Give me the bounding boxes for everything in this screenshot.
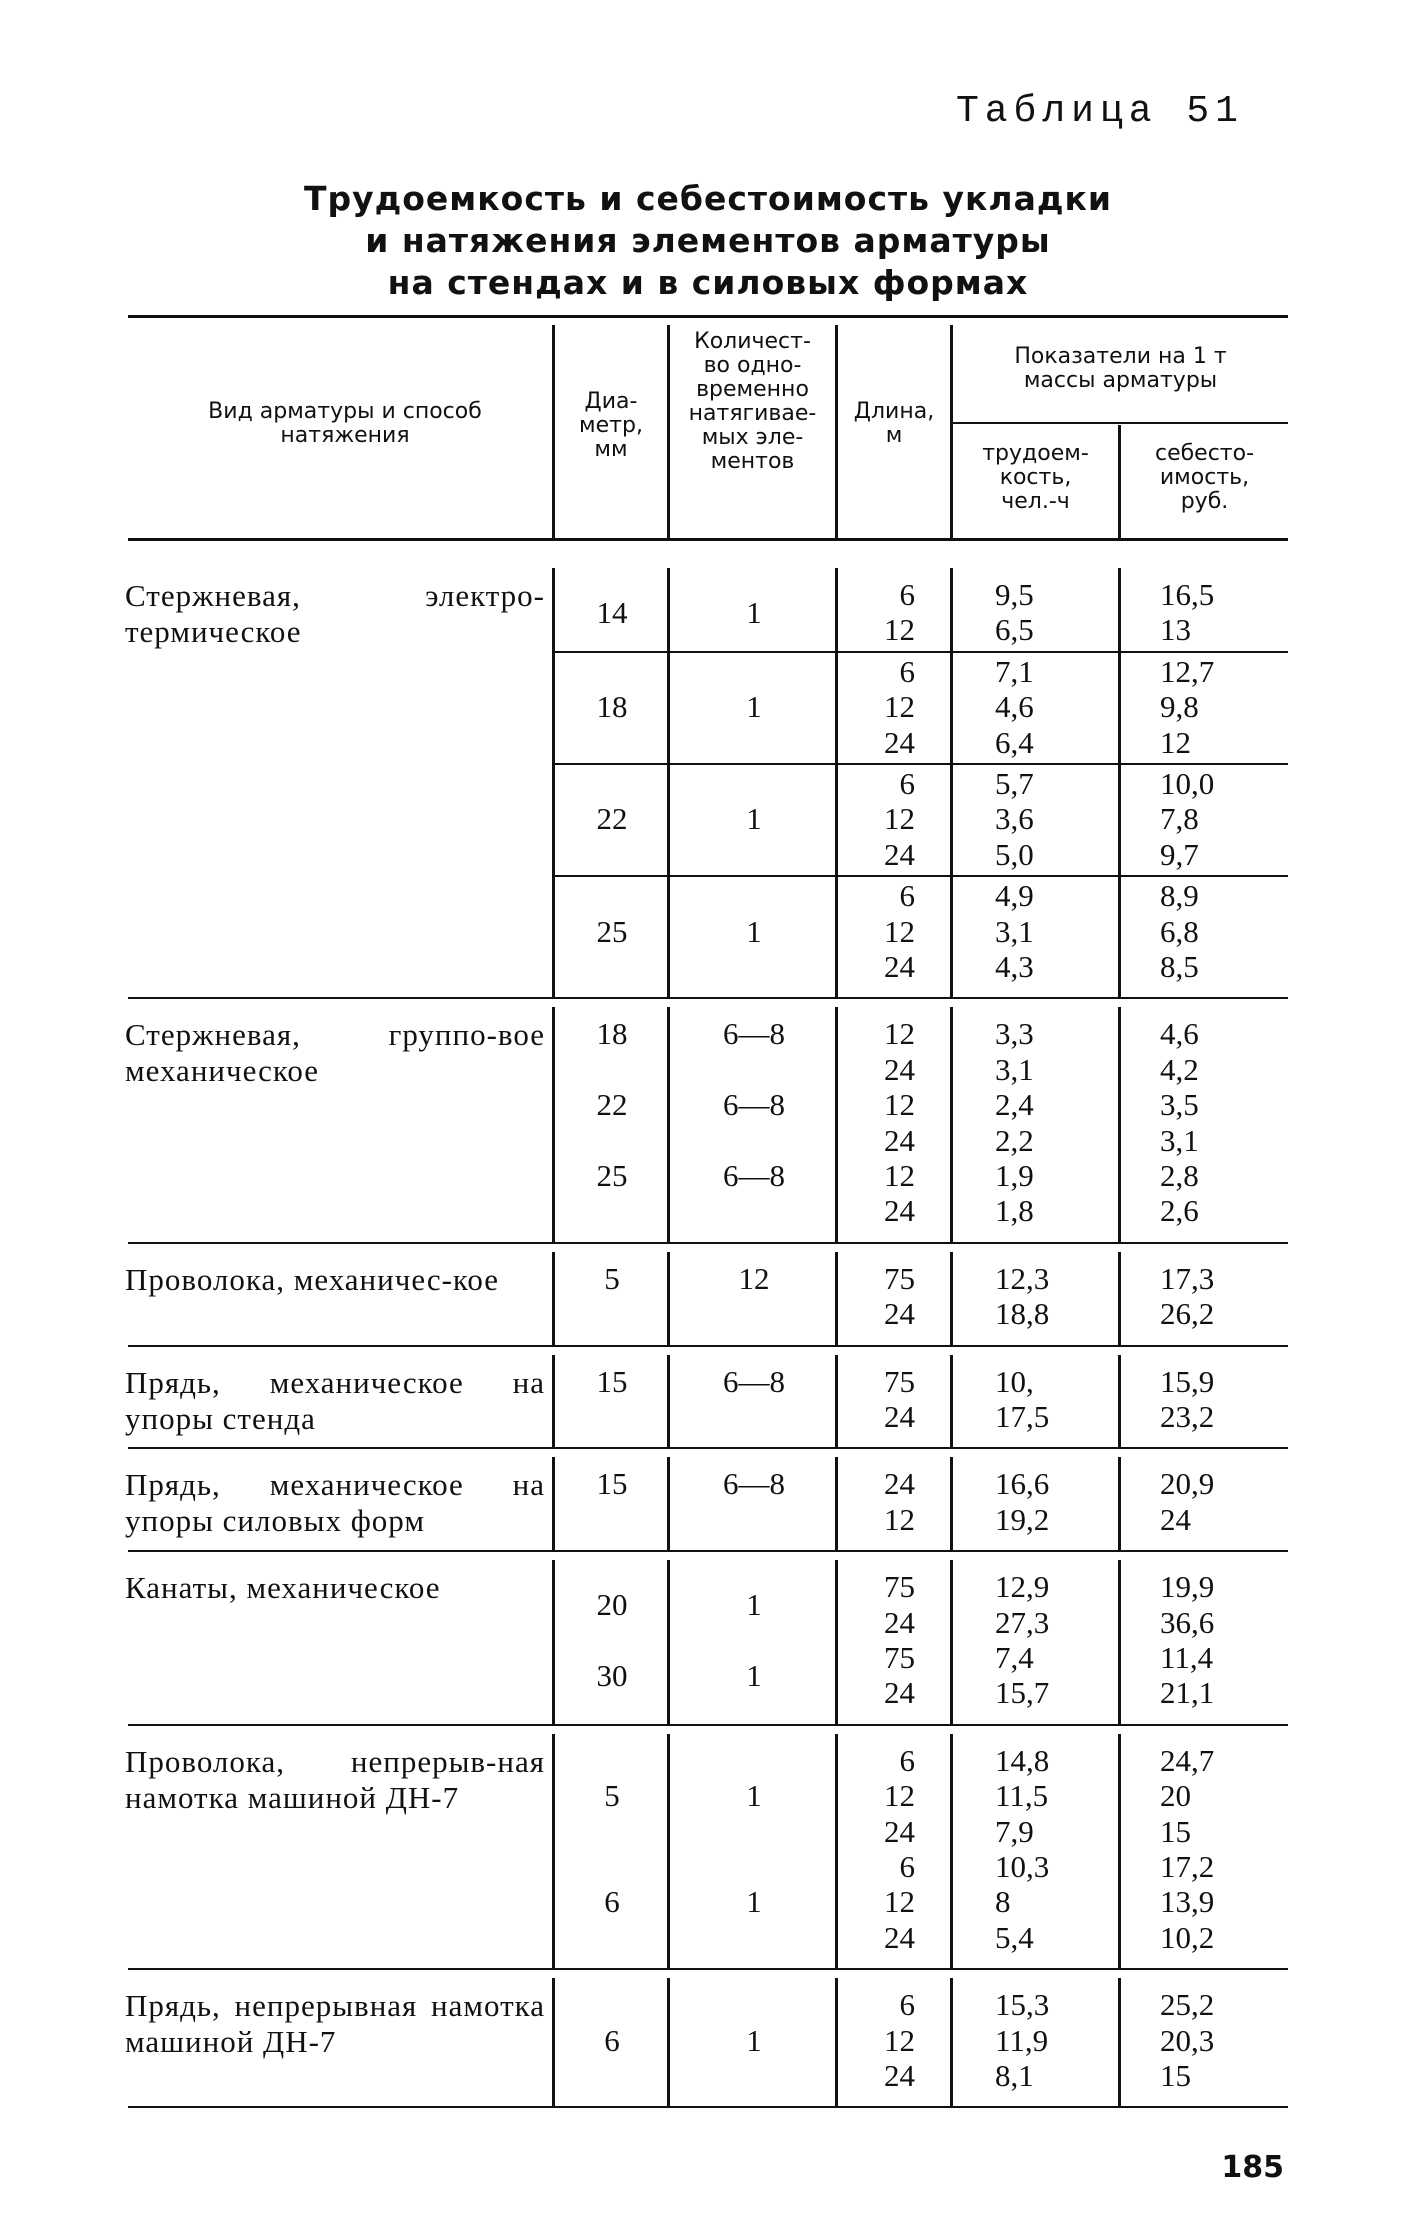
cost-value: 20 — [1160, 1778, 1191, 1814]
column-divider — [552, 1355, 555, 1448]
length-value: 12 — [884, 1016, 915, 1052]
length-value: 12 — [884, 1158, 915, 1193]
cost-value: 11,4 — [1160, 1640, 1214, 1675]
labor-value: 14,8 — [995, 1742, 1050, 1778]
cost-value: 12,7 — [1160, 653, 1215, 689]
length-value: 6 — [899, 1742, 915, 1778]
element-count-value: 6—8 — [723, 1363, 785, 1399]
diameter-value: 5 — [604, 1778, 620, 1814]
header-kind: Вид арматуры и способ натяжения — [208, 399, 482, 448]
column-divider — [667, 1734, 670, 1968]
diameter-value: 25 — [596, 1158, 628, 1193]
length-value: 12 — [884, 913, 915, 949]
length-value: 6 — [899, 766, 915, 801]
table-title — [0, 178, 1416, 304]
header-cost: себесто- имость, руб. — [1154, 441, 1255, 514]
cost-value: 3,5 — [1160, 1087, 1199, 1123]
length-value: 24 — [884, 1122, 915, 1158]
labor-value: 7,4 — [995, 1640, 1034, 1675]
column-divider — [667, 1560, 670, 1724]
row-category-label: Проволока, механичес-кое — [125, 1261, 500, 1297]
cost-value: 16,5 — [1160, 577, 1215, 612]
column-divider — [1118, 1560, 1121, 1724]
column-divider — [667, 1978, 670, 2106]
row-category-label: Канаты, механическое — [125, 1570, 441, 1606]
element-count-value: 6—8 — [723, 1016, 785, 1052]
labor-value: 15,3 — [995, 1987, 1050, 2023]
length-value: 24 — [884, 2058, 915, 2093]
length-value: 24 — [884, 1604, 915, 1640]
column-divider — [1118, 1734, 1121, 1968]
length-value: 24 — [884, 836, 915, 872]
column-divider — [552, 1978, 555, 2106]
cost-value: 8,5 — [1160, 949, 1199, 984]
column-divider — [950, 1560, 953, 1724]
labor-value: 3,1 — [995, 913, 1034, 949]
length-value: 75 — [884, 1363, 915, 1399]
labor-value: 19,2 — [995, 1501, 1050, 1537]
column-divider — [1118, 1457, 1121, 1550]
cost-value: 4,6 — [1160, 1016, 1199, 1052]
diameter-value: 15 — [596, 1363, 628, 1399]
cost-value: 4,2 — [1160, 1051, 1199, 1087]
cost-value: 9,8 — [1160, 689, 1199, 725]
labor-value: 7,9 — [995, 1813, 1034, 1849]
column-divider — [1118, 1355, 1121, 1448]
length-value: 6 — [899, 653, 915, 689]
cost-value: 26,2 — [1160, 1296, 1215, 1332]
element-count-value: 1 — [746, 594, 762, 630]
diameter-value: 6 — [604, 1884, 620, 1920]
column-divider — [835, 1007, 838, 1241]
column-divider — [950, 568, 953, 997]
header-count: Количест- во одно- временно натягивае- мых эле- ментов — [688, 329, 817, 474]
cost-value: 10,2 — [1160, 1919, 1215, 1955]
labor-value: 9,5 — [995, 577, 1034, 612]
column-divider — [835, 1457, 838, 1550]
row-category-label: Проволока, непрерыв-ная намотка машиной ДН-7 — [125, 1743, 545, 1815]
diameter-value: 18 — [596, 1016, 628, 1052]
header-length: Длина, м — [853, 399, 935, 448]
row-category-label: Стержневая, группо-вое механическое — [125, 1017, 545, 1089]
labor-value: 4,3 — [995, 949, 1034, 984]
labor-value: 8 — [995, 1884, 1011, 1920]
diameter-value: 20 — [596, 1586, 628, 1622]
column-divider — [552, 1007, 555, 1241]
cost-value: 17,3 — [1160, 1260, 1215, 1296]
column-divider — [667, 568, 670, 997]
labor-value: 11,9 — [995, 2022, 1049, 2058]
length-value: 75 — [884, 1640, 915, 1675]
labor-value: 3,6 — [995, 801, 1034, 837]
section-divider — [128, 2106, 1288, 2108]
labor-value: 4,6 — [995, 689, 1034, 725]
section-divider — [128, 997, 1288, 999]
column-divider — [1118, 1252, 1121, 1345]
cost-value: 23,2 — [1160, 1399, 1215, 1434]
column-divider — [950, 1007, 953, 1241]
section-divider — [128, 1550, 1288, 1552]
length-value: 75 — [884, 1260, 915, 1296]
section-divider — [128, 1724, 1288, 1726]
top-rule — [128, 315, 1288, 318]
element-count-value: 6—8 — [723, 1466, 785, 1502]
cost-value: 10,0 — [1160, 766, 1215, 801]
column-divider — [835, 568, 838, 997]
group-divider — [552, 763, 1288, 765]
element-count-value: 1 — [746, 1884, 762, 1920]
column-divider — [835, 1978, 838, 2106]
column-divider — [667, 1355, 670, 1448]
labor-value: 5,7 — [995, 766, 1034, 801]
labor-value: 7,1 — [995, 653, 1034, 689]
cost-value: 25,2 — [1160, 1987, 1215, 2023]
element-count-value: 1 — [746, 1778, 762, 1814]
column-divider — [950, 1457, 953, 1550]
element-count-value: 1 — [746, 689, 762, 725]
length-value: 24 — [884, 1919, 915, 1955]
header-indicators: Показатели на 1 т массы арматуры — [1014, 344, 1227, 393]
column-divider — [552, 1560, 555, 1724]
cost-value: 15 — [1160, 2058, 1191, 2093]
column-divider — [552, 1252, 555, 1345]
length-value: 24 — [884, 1675, 915, 1711]
length-value: 6 — [899, 1849, 915, 1884]
labor-value: 5,4 — [995, 1919, 1034, 1955]
column-divider — [667, 1252, 670, 1345]
diameter-value: 22 — [596, 801, 628, 837]
column-divider — [950, 1355, 953, 1448]
cost-value: 24,7 — [1160, 1742, 1215, 1778]
labor-value: 10,3 — [995, 1849, 1050, 1884]
element-count-value: 1 — [746, 913, 762, 949]
labor-value: 3,3 — [995, 1016, 1034, 1052]
column-divider — [552, 568, 555, 997]
labor-value: 11,5 — [995, 1778, 1049, 1814]
length-value: 6 — [899, 878, 915, 914]
element-count-value: 6—8 — [723, 1087, 785, 1123]
labor-value: 6,4 — [995, 724, 1034, 760]
title-line: и натяжения элементов арматуры — [365, 221, 1051, 260]
cost-value: 9,7 — [1160, 836, 1199, 872]
element-count-value: 1 — [746, 1586, 762, 1622]
title-line: на стендах и в силовых формах — [387, 263, 1029, 302]
length-value: 12 — [884, 612, 915, 648]
labor-value: 3,1 — [995, 1051, 1034, 1087]
cost-value: 19,9 — [1160, 1569, 1215, 1605]
diameter-value: 5 — [604, 1260, 620, 1296]
length-value: 12 — [884, 801, 915, 837]
group-divider — [552, 875, 1288, 877]
section-divider — [128, 1345, 1288, 1347]
section-divider — [128, 1242, 1288, 1244]
cost-value: 12 — [1160, 724, 1191, 760]
column-divider — [835, 1252, 838, 1345]
diameter-value: 22 — [596, 1087, 628, 1123]
cost-value: 20,9 — [1160, 1466, 1215, 1502]
table-number: Таблица 51 — [955, 90, 1244, 133]
row-category-label: Прядь, непрерывная намотка машиной ДН-7 — [125, 1988, 545, 2060]
column-divider — [1118, 1007, 1121, 1241]
column-divider — [835, 1734, 838, 1968]
column-divider — [835, 1355, 838, 1448]
diameter-value: 6 — [604, 2022, 620, 2058]
labor-value: 5,0 — [995, 836, 1034, 872]
group-divider — [552, 651, 1288, 653]
labor-value: 4,9 — [995, 878, 1034, 914]
element-count-value: 1 — [746, 1657, 762, 1693]
header-diameter: Диа- метр, мм — [579, 389, 643, 462]
labor-value: 10, — [995, 1363, 1034, 1399]
page-number: 185 — [1221, 2150, 1284, 2185]
length-value: 12 — [884, 1501, 915, 1537]
element-count-value: 1 — [746, 801, 762, 837]
cost-value: 13,9 — [1160, 1884, 1215, 1920]
labor-value: 27,3 — [995, 1604, 1050, 1640]
element-count-value: 1 — [746, 2022, 762, 2058]
length-value: 6 — [899, 577, 915, 612]
row-category-label: Прядь, механическое на упоры силовых форм — [125, 1467, 545, 1539]
cost-value: 36,6 — [1160, 1604, 1215, 1640]
diameter-value: 25 — [596, 913, 628, 949]
header-subrule — [950, 422, 1288, 424]
header-bottom-rule — [128, 538, 1288, 541]
length-value: 12 — [884, 2022, 915, 2058]
cost-value: 2,8 — [1160, 1158, 1199, 1193]
length-value: 24 — [884, 949, 915, 984]
cost-value: 2,6 — [1160, 1193, 1199, 1229]
column-divider — [835, 1560, 838, 1724]
cost-value: 17,2 — [1160, 1849, 1215, 1884]
length-value: 24 — [884, 1466, 915, 1502]
cost-value: 21,1 — [1160, 1675, 1215, 1711]
labor-value: 8,1 — [995, 2058, 1034, 2093]
header-labor: трудоем- кость, чел.-ч — [982, 441, 1089, 514]
section-divider — [128, 1447, 1288, 1449]
labor-value: 12,3 — [995, 1260, 1050, 1296]
diameter-value: 15 — [596, 1466, 628, 1502]
labor-value: 17,5 — [995, 1399, 1050, 1434]
length-value: 12 — [884, 1778, 915, 1814]
column-divider — [552, 1457, 555, 1550]
cost-value: 3,1 — [1160, 1122, 1199, 1158]
length-value: 6 — [899, 1987, 915, 2023]
column-divider — [1118, 568, 1121, 997]
element-count-value: 6—8 — [723, 1158, 785, 1193]
labor-value: 15,7 — [995, 1675, 1050, 1711]
column-divider — [667, 1457, 670, 1550]
length-value: 24 — [884, 1399, 915, 1434]
labor-value: 1,9 — [995, 1158, 1034, 1193]
cost-value: 15,9 — [1160, 1363, 1215, 1399]
length-value: 12 — [884, 689, 915, 725]
diameter-value: 18 — [596, 689, 628, 725]
labor-value: 2,2 — [995, 1122, 1034, 1158]
column-divider — [950, 1734, 953, 1968]
length-value: 24 — [884, 1813, 915, 1849]
diameter-value: 14 — [596, 594, 628, 630]
length-value: 24 — [884, 724, 915, 760]
length-value: 24 — [884, 1193, 915, 1229]
diameter-value: 30 — [596, 1657, 628, 1693]
labor-value: 2,4 — [995, 1087, 1034, 1123]
column-divider — [552, 1734, 555, 1968]
length-value: 24 — [884, 1296, 915, 1332]
section-divider — [128, 1968, 1288, 1970]
column-divider — [1118, 1978, 1121, 2106]
length-value: 24 — [884, 1051, 915, 1087]
column-divider — [950, 1978, 953, 2106]
cost-value: 24 — [1160, 1501, 1191, 1537]
cost-value: 6,8 — [1160, 913, 1199, 949]
labor-value: 6,5 — [995, 612, 1034, 648]
row-category-label: Прядь, механическое на упоры стенда — [125, 1364, 545, 1436]
length-value: 12 — [884, 1087, 915, 1123]
cost-value: 13 — [1160, 612, 1191, 648]
title-line: Трудоемкость и себестоимость укладки — [303, 179, 1113, 218]
labor-value: 1,8 — [995, 1193, 1034, 1229]
length-value: 75 — [884, 1569, 915, 1605]
length-value: 12 — [884, 1884, 915, 1920]
column-divider — [667, 1007, 670, 1241]
cost-value: 15 — [1160, 1813, 1191, 1849]
labor-value: 16,6 — [995, 1466, 1050, 1502]
cost-value: 8,9 — [1160, 878, 1199, 914]
column-divider — [950, 1252, 953, 1345]
cost-value: 7,8 — [1160, 801, 1199, 837]
labor-value: 18,8 — [995, 1296, 1050, 1332]
labor-value: 12,9 — [995, 1569, 1050, 1605]
element-count-value: 12 — [738, 1260, 770, 1296]
row-category-label: Стержневая, электро-термическое — [125, 578, 545, 649]
cost-value: 20,3 — [1160, 2022, 1215, 2058]
